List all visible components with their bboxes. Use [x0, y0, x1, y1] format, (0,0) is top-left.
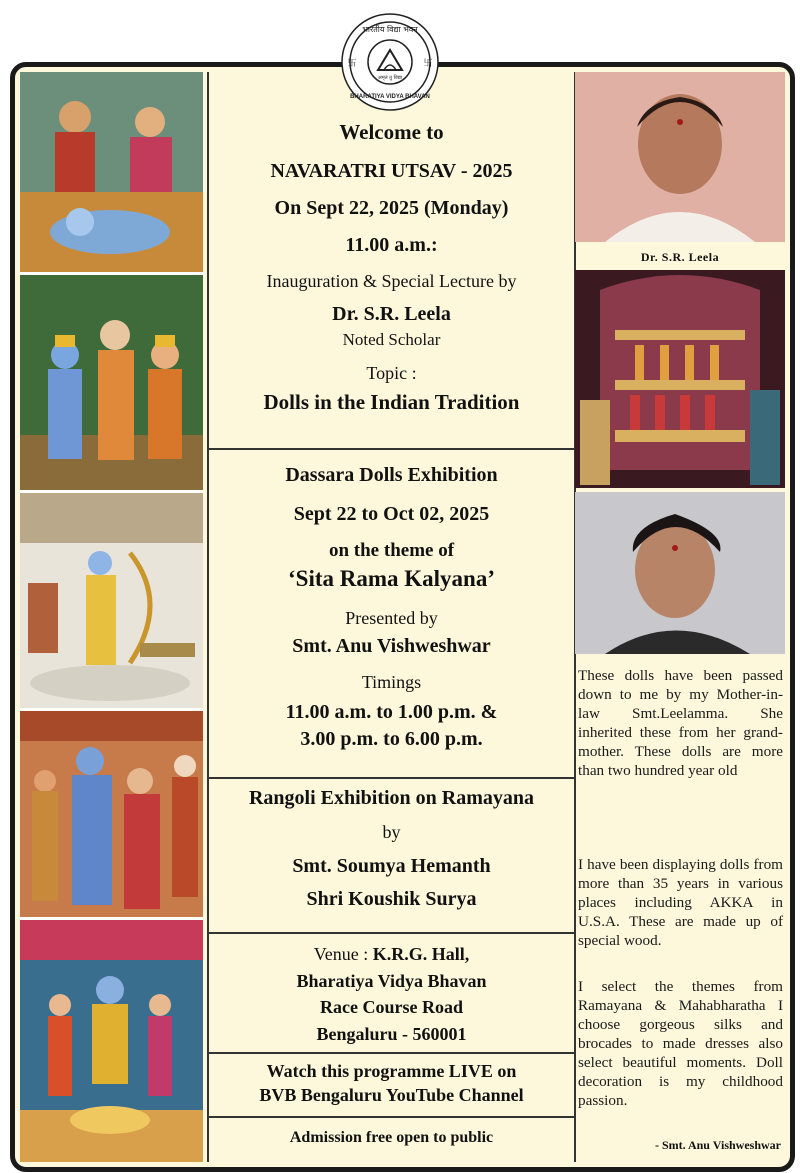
- speaker-role: Noted Scholar: [342, 329, 441, 349]
- painting-4: [20, 711, 203, 920]
- venue-line-4: Bengaluru - 560001: [316, 1024, 467, 1045]
- svg-text:卐: 卐: [347, 59, 357, 69]
- event-title: NAVARATRI UTSAV - 2025: [270, 160, 513, 183]
- live-line-1: Watch this programme LIVE on: [266, 1061, 517, 1081]
- speaker-name: Dr. S.R. Leela: [332, 302, 451, 325]
- admission-section: [209, 1118, 574, 1162]
- welcome-section: [209, 72, 574, 450]
- right-column: [575, 72, 785, 1162]
- rangoli-section: [209, 779, 574, 934]
- bvb-logo: [340, 12, 440, 112]
- presented-label: Presented by: [345, 608, 438, 629]
- presenter-name: Smt. Anu Vishweshwar: [292, 634, 491, 657]
- rangoli-by: by: [382, 822, 401, 842]
- venue-line-3: Race Course Road: [320, 997, 463, 1018]
- venue-section: [209, 934, 574, 1054]
- venue-hall: K.R.G. Hall,: [372, 944, 470, 964]
- topic-label: Topic :: [366, 363, 417, 384]
- event-details-column: [207, 72, 576, 1162]
- timing-2: 3.00 p.m. to 6.00 p.m.: [300, 727, 483, 750]
- presenter-signature: - Smt. Anu Vishweshwar: [654, 1138, 781, 1152]
- painting-3: [20, 493, 203, 711]
- event-date: On Sept 22, 2025 (Monday): [274, 197, 509, 220]
- painting-1: [20, 72, 203, 275]
- painting-2: [20, 275, 203, 493]
- speaker-photo-caption: Dr. S.R. Leela: [640, 250, 720, 264]
- svg-text:भारतीय विद्या भवन: भारतीय विद्या भवन: [362, 25, 418, 34]
- venue-line-1: [209, 944, 574, 965]
- poster-frame: [10, 62, 795, 1172]
- welcome-heading: Welcome to: [339, 120, 444, 144]
- rangoli-artist-1: Smt. Soumya Hemanth: [292, 854, 491, 877]
- left-image-column: [20, 72, 203, 1162]
- event-time: 11.00 a.m.:: [345, 234, 438, 257]
- theme-label: on the theme of: [328, 540, 455, 561]
- exhibition-theme: ‘Sita Rama Kalyana’: [288, 565, 495, 591]
- inauguration-text: Inauguration & Special Lecture by: [266, 271, 517, 292]
- svg-text:अमृतं तु विद्या: अमृतं तु विद्या: [377, 75, 403, 81]
- topic-title: Dolls in the Indian Tradition: [263, 390, 520, 415]
- presenter-photo: [575, 492, 785, 654]
- exhibition-dates: Sept 22 to Oct 02, 2025: [293, 503, 490, 525]
- live-line-2: BVB Bengaluru YouTube Channel: [259, 1084, 524, 1105]
- presenter-note-2: I have been displaying dolls from more than 35 years in various places including AKKA in U.S.A. These are made up of special wood.: [578, 856, 783, 949]
- rangoli-title: Rangoli Exhibition on Ramayana: [248, 787, 535, 809]
- exhibition-section: [209, 450, 574, 779]
- venue-label: Venue :: [313, 944, 369, 964]
- svg-text:卐: 卐: [423, 59, 433, 69]
- admission-text: Admission free open to public: [289, 1129, 494, 1146]
- venue-line-2: Bharatiya Vidya Bhavan: [296, 970, 487, 991]
- timing-1: 11.00 a.m. to 1.00 p.m. &: [285, 700, 498, 723]
- speaker-photo: [575, 72, 785, 242]
- doll-display-photo: [575, 270, 785, 488]
- painting-5: [20, 920, 203, 1162]
- timings-label: Timings: [361, 671, 422, 692]
- live-section: [209, 1054, 574, 1118]
- presenter-note-1: These dolls have been passed down to me by my Mother-in-law Smt.Leelamma. She inherited these from her grand-mother. These dolls are more than two hundred year old: [578, 667, 783, 779]
- svg-text:BHARATIYA VIDYA BHAVAN: BHARATIYA VIDYA BHAVAN: [350, 94, 430, 100]
- rangoli-artist-2: Shri Koushik Surya: [306, 887, 477, 910]
- presenter-note-3: I select the themes from Ramayana & Mahabharatha I choose gorgeous silks and brocades to made dresses also select beautiful moments. Doll decoration is my childhood passion.: [578, 978, 783, 1109]
- exhibition-title: Dassara Dolls Exhibition: [285, 464, 498, 486]
